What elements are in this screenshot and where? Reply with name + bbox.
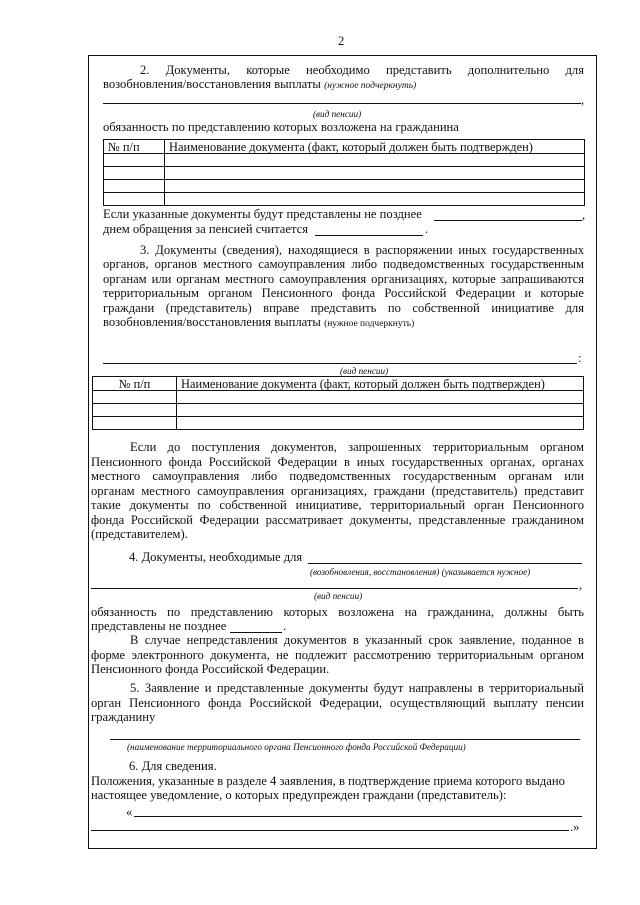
line-end-colon: : [578, 351, 582, 365]
deadline-date-line[interactable] [434, 220, 582, 221]
section3-para-line1: Если до поступления документов, запрошенных территориальным органом [130, 440, 584, 454]
section6-heading: 6. Для сведения. [129, 759, 217, 773]
pension-type-caption: (вид пенсии) [313, 109, 362, 119]
table-cell[interactable] [177, 391, 584, 404]
purpose-line[interactable] [308, 563, 582, 564]
table-cell[interactable] [177, 404, 584, 417]
table-cell[interactable] [177, 417, 584, 430]
section6-line1: Положения, указанные в разделе 4 заявления, в подтверждение приема которого выдано [91, 774, 565, 788]
date-end: . [425, 222, 429, 236]
section3-line5: граждани (представитель) вправе представить по собственной инициативе для [103, 301, 584, 315]
section3-para-line3: местного самоуправления либо подведомственных государственным органам или [91, 469, 584, 483]
section3-para-line4: органам местного самоуправления организациях, граждани (представитель) представит [91, 484, 584, 498]
section3-para-line6: фонда Российской Федерации рассматривает документы, представленные гражданином [91, 513, 584, 527]
section4-fail-line2: форме электронного документа, не подлежит рассмотрению территориальным органом [91, 648, 584, 662]
section3-line6: возобновления/восстановления выплаты (нужное подчеркнуть) [103, 315, 415, 329]
section3-line4: территориальным органом Пенсионного фонда Российской Федерации и которые [103, 286, 584, 300]
deadline-text: Если указанные документы будут представлены не позднее [103, 207, 422, 221]
section4-obligation-line2: представлены не позднее [91, 619, 227, 633]
table-cell[interactable] [165, 154, 585, 167]
table-cell[interactable] [93, 404, 177, 417]
section3-line3: органам или органам местного самоуправления организациях, которые запрашиваются [103, 272, 584, 286]
provisions-line-1[interactable] [134, 816, 582, 817]
provisions-line-2[interactable] [91, 830, 569, 831]
table-cell[interactable] [104, 154, 165, 167]
documents-table [103, 139, 585, 206]
section5-line2: орган Пенсионного фонда Российской Федерации, осуществляющий выплату пенсии [91, 696, 584, 710]
table-cell[interactable] [104, 167, 165, 180]
pension-type-line[interactable] [91, 588, 578, 589]
deadline-comma: , [582, 208, 586, 222]
section4-obligation-line1: обязанность по представлению которых возложена на гражданина, должны быть [91, 605, 584, 619]
table-header-name: Наименование документа (факт, который должен быть подтвержден) [177, 377, 584, 391]
section3-para-line5: такие документы по собственной инициативе, территориальный орган Пенсионного [91, 498, 584, 512]
section4-heading: 4. Документы, необходимые для [129, 550, 303, 564]
obligation-text: обязанность по представлению которых возложена на гражданина [103, 120, 459, 134]
table-cell[interactable] [165, 180, 585, 193]
section3-line2: органов, органов местного самоуправления либо подведомственных государственным [103, 257, 584, 271]
pension-type-caption: (вид пенсии) [314, 591, 363, 601]
territorial-organ-caption: (наименование территориального органа Пенсионного фонда Российской Федерации) [127, 742, 466, 752]
table-cell[interactable] [93, 391, 177, 404]
table-header-num: № п/п [93, 377, 177, 391]
underline-hint: (нужное подчеркнуть) [324, 81, 417, 91]
section5-line1: 5. Заявление и представленные документы будут направлены в территориальный [130, 681, 584, 695]
table-cell[interactable] [93, 417, 177, 430]
appeal-date-line[interactable] [315, 235, 423, 236]
close-quote: .» [570, 820, 580, 834]
date-text: днем обращения за пенсией считается [103, 222, 309, 236]
purpose-caption: (возобновления, восстановления) (указывается нужное) [310, 567, 531, 577]
section2-heading: 2. Документы, которые необходимо представить дополнительно для [140, 63, 584, 77]
open-quote: « [126, 805, 133, 819]
page-number: 2 [338, 34, 345, 48]
table-cell[interactable] [165, 193, 585, 206]
table-header-num: № п/п [104, 140, 165, 154]
table-header-name: Наименование документа (факт, который должен быть подтвержден) [165, 140, 585, 154]
section6-line2: настоящее уведомление, о которых предупрежден граждани (представитель): [91, 788, 507, 802]
documents-table [92, 376, 584, 430]
line-end-comma: , [579, 578, 583, 592]
pension-type-caption: (вид пенсии) [340, 366, 389, 376]
territorial-organ-line[interactable] [110, 739, 580, 740]
obligation-end: . [283, 619, 287, 633]
table-cell[interactable] [104, 180, 165, 193]
table-cell[interactable] [165, 167, 585, 180]
section4-fail-line3: Пенсионного фонда Российской Федерации. [91, 662, 330, 676]
pension-type-line[interactable] [103, 103, 581, 104]
section4-fail-line1: В случае непредставления документов в указанный срок заявление, поданное в [130, 633, 584, 647]
section3-para-line2: Пенсионного фонда Российской Федерации в иных государственных органах, органах [91, 455, 584, 469]
section5-line3: гражданину [91, 710, 156, 724]
section2-heading-cont: возобновления/восстановления выплаты (нужное подчеркнуть) [103, 77, 417, 91]
pension-type-line[interactable] [103, 363, 577, 364]
table-cell[interactable] [104, 193, 165, 206]
section3-line1: 3. Документы (сведения), находящиеся в распоряжении иных государственных [140, 243, 584, 257]
line-end-comma: , [581, 93, 585, 107]
underline-hint: (нужное подчеркнуть) [324, 319, 415, 329]
section3-para-line7: (представителем). [91, 527, 188, 541]
